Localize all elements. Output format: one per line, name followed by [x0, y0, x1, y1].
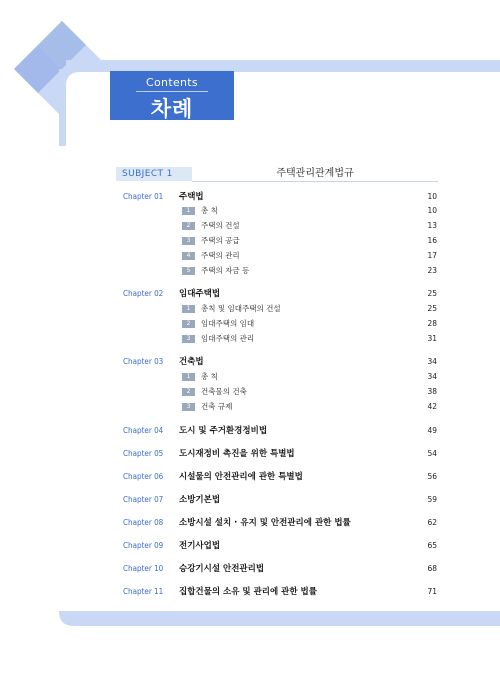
chapter-title: 건축법	[179, 357, 204, 367]
chapter-label: Chapter 10	[123, 564, 164, 573]
chapter-label: Chapter 02	[123, 289, 164, 298]
section-title: 건축 규제	[201, 402, 233, 411]
chapter-row[interactable]	[0, 424, 500, 438]
section-row[interactable]	[0, 385, 500, 399]
section-row[interactable]	[0, 332, 500, 346]
page-number: 10	[427, 192, 437, 201]
subject-bar	[116, 167, 438, 181]
page-number: 34	[427, 357, 437, 366]
bottom-frame-bar	[59, 611, 500, 626]
chapter-row[interactable]	[0, 447, 500, 461]
page-number: 62	[427, 518, 437, 527]
page-number: 13	[427, 221, 437, 230]
page-number: 49	[427, 426, 437, 435]
chapter-row[interactable]	[0, 539, 500, 553]
section-row[interactable]	[0, 204, 500, 218]
page-number: 56	[427, 472, 437, 481]
section-number-badge: 4	[182, 252, 195, 260]
section-title: 총 칙	[201, 206, 218, 215]
page-number: 65	[427, 541, 437, 550]
page-number: 68	[427, 564, 437, 573]
section-row[interactable]	[0, 219, 500, 233]
section-number-badge: 2	[182, 222, 195, 230]
chapter-label: Chapter 07	[123, 495, 164, 504]
section-number-badge: 1	[182, 207, 195, 215]
chapter-label: Chapter 03	[123, 357, 164, 366]
section-number-badge: 2	[182, 320, 195, 328]
chapter-title: 집합건물의 소유 및 관리에 관한 법률	[179, 587, 317, 597]
chapter-title: 소방시설 설치 · 유지 및 안전관리에 관한 법률	[179, 518, 351, 528]
section-title: 임대주택의 임대	[201, 319, 255, 328]
subject-title: 주택관리관계법규	[192, 167, 438, 182]
chapter-row[interactable]	[0, 585, 500, 599]
section-number-badge: 1	[182, 305, 195, 313]
section-row[interactable]	[0, 317, 500, 331]
page-number: 10	[427, 206, 437, 215]
section-title: 총 칙	[201, 372, 218, 381]
chapter-title: 승강기시설 안전관리법	[179, 564, 265, 574]
section-title: 주택의 공급	[201, 236, 240, 245]
section-row[interactable]	[0, 370, 500, 384]
chapter-title: 임대주택법	[179, 289, 221, 299]
page-number: 54	[427, 449, 437, 458]
section-title: 주택의 건설	[201, 221, 240, 230]
section-title: 임대주택의 관리	[201, 334, 255, 343]
chapter-row[interactable]	[0, 470, 500, 484]
section-title: 주택의 자금 등	[201, 266, 250, 275]
section-row[interactable]	[0, 400, 500, 414]
section-number-badge: 3	[182, 335, 195, 343]
header-divider	[136, 91, 208, 92]
chapter-row[interactable]	[0, 287, 500, 301]
page-number: 31	[427, 334, 437, 343]
subject-tag: SUBJECT 1	[116, 167, 192, 181]
section-number-badge: 3	[182, 403, 195, 411]
chapter-label: Chapter 01	[123, 192, 164, 201]
chapter-label: Chapter 04	[123, 426, 164, 435]
page-number: 71	[427, 587, 437, 596]
chapter-label: Chapter 05	[123, 449, 164, 458]
contents-label: Contents	[146, 76, 198, 89]
section-row[interactable]	[0, 249, 500, 263]
chapter-row[interactable]	[0, 562, 500, 576]
section-title: 주택의 관리	[201, 251, 240, 260]
page-number: 42	[427, 402, 437, 411]
page-title: 차례	[150, 97, 194, 121]
chapter-title: 전기사업법	[179, 541, 221, 551]
page-number: 38	[427, 387, 437, 396]
page-number: 25	[427, 289, 437, 298]
chapter-title: 주택법	[179, 192, 204, 202]
chapter-label: Chapter 11	[123, 587, 164, 596]
section-number-badge: 2	[182, 388, 195, 396]
chapter-title: 시설물의 안전관리에 관한 특별법	[179, 472, 303, 482]
chapter-row[interactable]	[0, 493, 500, 507]
section-row[interactable]	[0, 302, 500, 316]
chapter-title: 소방기본법	[179, 495, 221, 505]
chapter-title: 도시재정비 촉진을 위한 특별법	[179, 449, 295, 459]
page-number: 16	[427, 236, 437, 245]
section-title: 건축물의 건축	[201, 387, 247, 396]
section-row[interactable]	[0, 234, 500, 248]
page-number: 28	[427, 319, 437, 328]
section-row[interactable]	[0, 264, 500, 278]
page-number: 25	[427, 304, 437, 313]
page-number: 34	[427, 372, 437, 381]
section-number-badge: 5	[182, 267, 195, 275]
chapter-row[interactable]	[0, 355, 500, 369]
left-frame-strip	[59, 86, 66, 146]
chapter-title: 도시 및 주거환경정비법	[179, 426, 268, 436]
chapter-row[interactable]	[0, 190, 500, 204]
section-number-badge: 1	[182, 373, 195, 381]
page-number: 59	[427, 495, 437, 504]
contents-header	[110, 71, 234, 120]
chapter-row[interactable]	[0, 516, 500, 530]
section-title: 총칙 및 임대주택의 건설	[201, 304, 281, 313]
section-number-badge: 3	[182, 237, 195, 245]
page-number: 23	[427, 266, 437, 275]
chapter-label: Chapter 08	[123, 518, 164, 527]
chapter-label: Chapter 09	[123, 541, 164, 550]
page-number: 17	[427, 251, 437, 260]
chapter-label: Chapter 06	[123, 472, 164, 481]
